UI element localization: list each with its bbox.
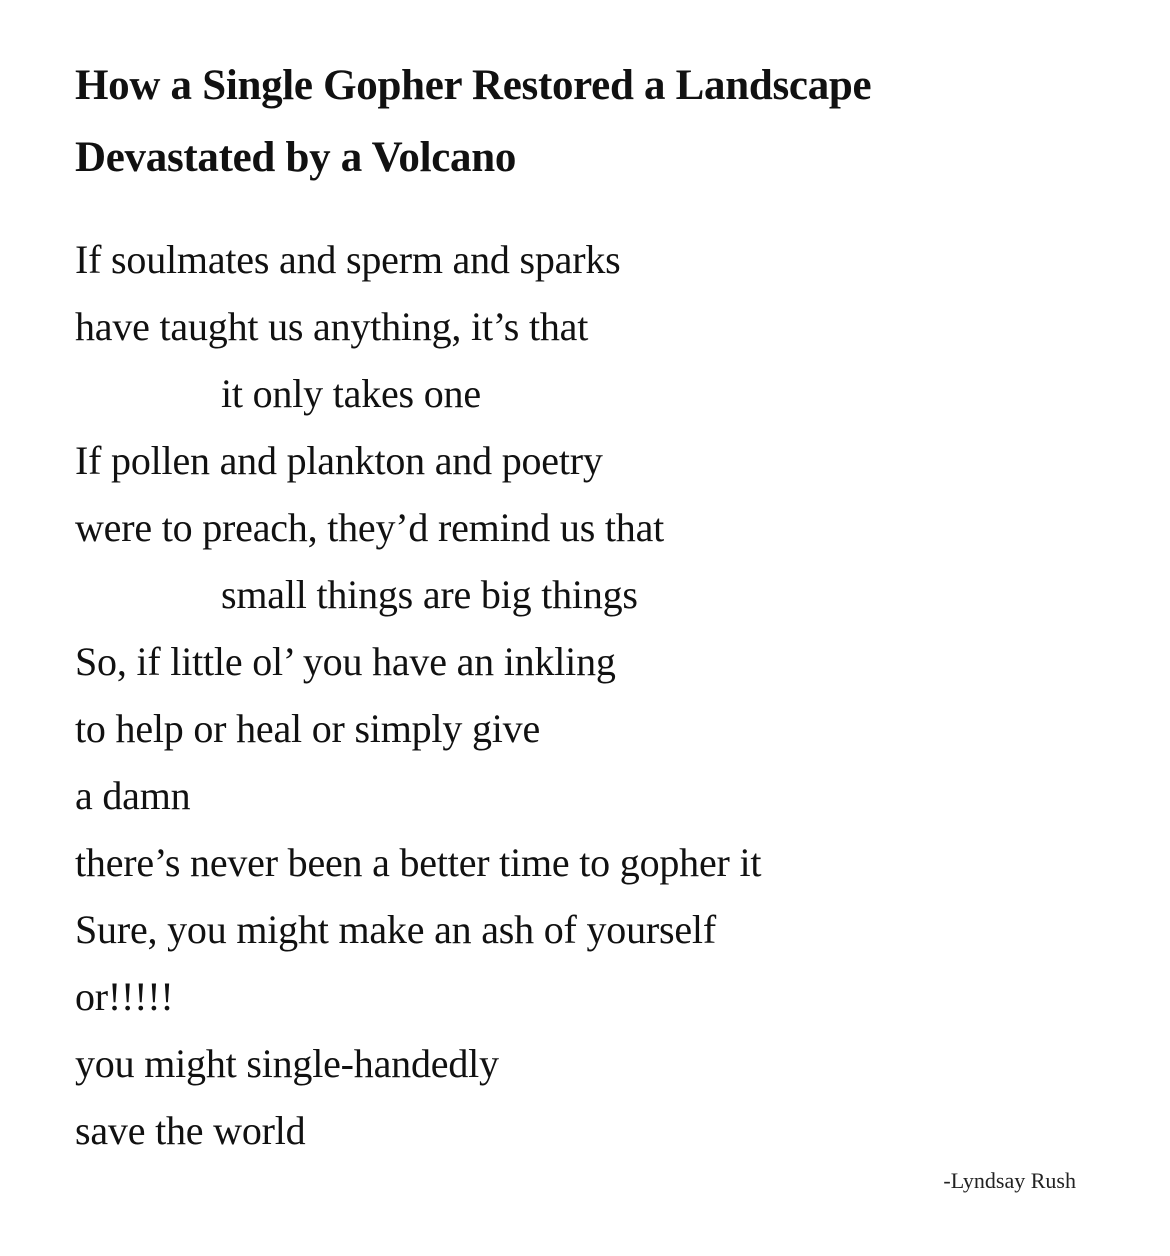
poem-line: you might single-handedly	[75, 1041, 499, 1086]
poem-line: save the world	[75, 1108, 306, 1153]
poem-line: If soulmates and sperm and sparks	[75, 237, 621, 282]
poem-line: to help or heal or simply give	[75, 706, 541, 751]
poem-line: If pollen and plankton and poetry	[75, 438, 603, 483]
poem-line: or!!!!!	[75, 974, 174, 1019]
poem-line: have taught us anything, it’s that	[75, 304, 589, 349]
poem-line: a damn	[75, 773, 191, 818]
poem-line: Sure, you might make an ash of yourself	[75, 907, 716, 952]
poem-line-indented: it only takes one	[221, 371, 481, 416]
poem-title	[75, 50, 1075, 194]
poem-title-line: Devastated by a Volcano	[75, 134, 517, 181]
poem-line: there’s never been a better time to gopher it	[75, 840, 762, 885]
poem-line-indented: small things are big things	[221, 572, 638, 617]
poem-title-line: How a Single Gopher Restored a Landscape	[75, 62, 872, 109]
poem-line: were to preach, they’d remind us that	[75, 505, 665, 550]
poem-line: So, if little ol’ you have an inkling	[75, 639, 616, 684]
author-credit: -Lyndsay Rush	[943, 1168, 1076, 1193]
poem-body	[75, 226, 1075, 1164]
